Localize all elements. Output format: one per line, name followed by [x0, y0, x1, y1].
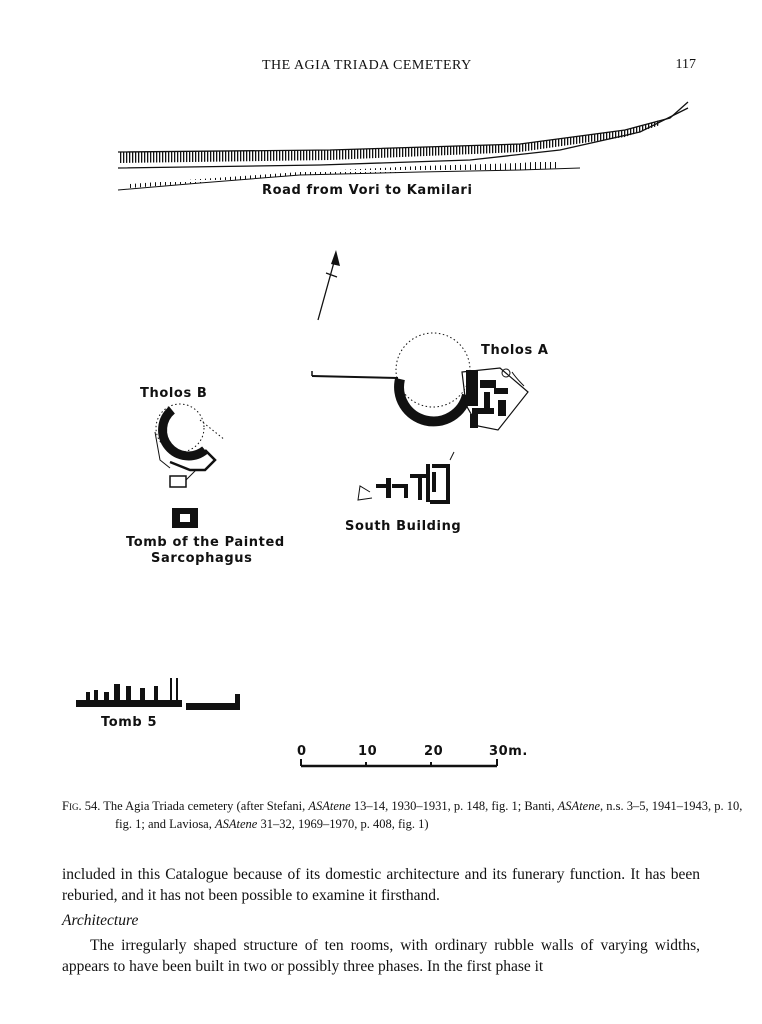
section-heading-architecture: Architecture — [62, 912, 139, 929]
road-drawing — [118, 102, 688, 190]
label-tomb-5: Tomb 5 — [101, 715, 158, 730]
scale-tick-20: 20 — [424, 744, 444, 759]
tomb-painted-sarcophagus-plan — [172, 508, 198, 528]
scale-tick-10: 10 — [358, 744, 378, 759]
caption-text-2: 13–14, 1930–1931, p. 148, fig. 1; Banti, — [350, 799, 558, 813]
page-number: 117 — [675, 57, 696, 72]
caption-text-4: 31–32, 1969–1970, p. 408, fig. 1) — [257, 817, 429, 831]
caption-journal-2: ASAtene — [557, 799, 601, 813]
scale-tick-30m: 30m. — [489, 744, 528, 759]
body-paragraph-2: The irregularly shaped structure of ten rooms, with ordinary rubble walls of varying widths, appears to have been built in two or possibly three phases. In the first phase it — [62, 937, 700, 975]
label-tholos-b: Tholos B — [140, 386, 208, 401]
label-road: Road from Vori to Kamilari — [262, 183, 473, 198]
figure-caption — [62, 797, 755, 833]
north-arrow-icon — [318, 250, 340, 320]
caption-journal-3: ASAtene — [214, 817, 258, 831]
body-paragraph-1: included in this Catalogue because of its domestic architecture and its funerary function. It has been reburied, and it has not been possible to examine it firsthand. — [62, 866, 700, 904]
caption-text-3: , n.s. 3–5, 1941–1943, p. 10, fig. 1; and Laviosa, — [115, 799, 743, 831]
caption-text-1: The Agia Triada cemetery (after Stefani, — [103, 799, 309, 813]
scale-tick-0: 0 — [297, 744, 307, 759]
label-south-building: South Building — [345, 519, 462, 534]
label-tomb-painted-line1: Tomb of the Painted — [126, 535, 285, 550]
caption-journal-1: ASAtene — [308, 799, 351, 813]
tholos-b-plan — [155, 404, 225, 487]
caption-fig-number: Fig. 54. — [62, 799, 101, 813]
running-head: THE AGIA TRIADA CEMETERY — [262, 58, 472, 73]
south-building-plan — [358, 452, 454, 504]
scale-bar — [301, 759, 497, 766]
label-tholos-a: Tholos A — [481, 343, 549, 358]
tomb-5-plan — [76, 678, 240, 710]
label-tomb-painted-line2: Sarcophagus — [151, 551, 253, 566]
